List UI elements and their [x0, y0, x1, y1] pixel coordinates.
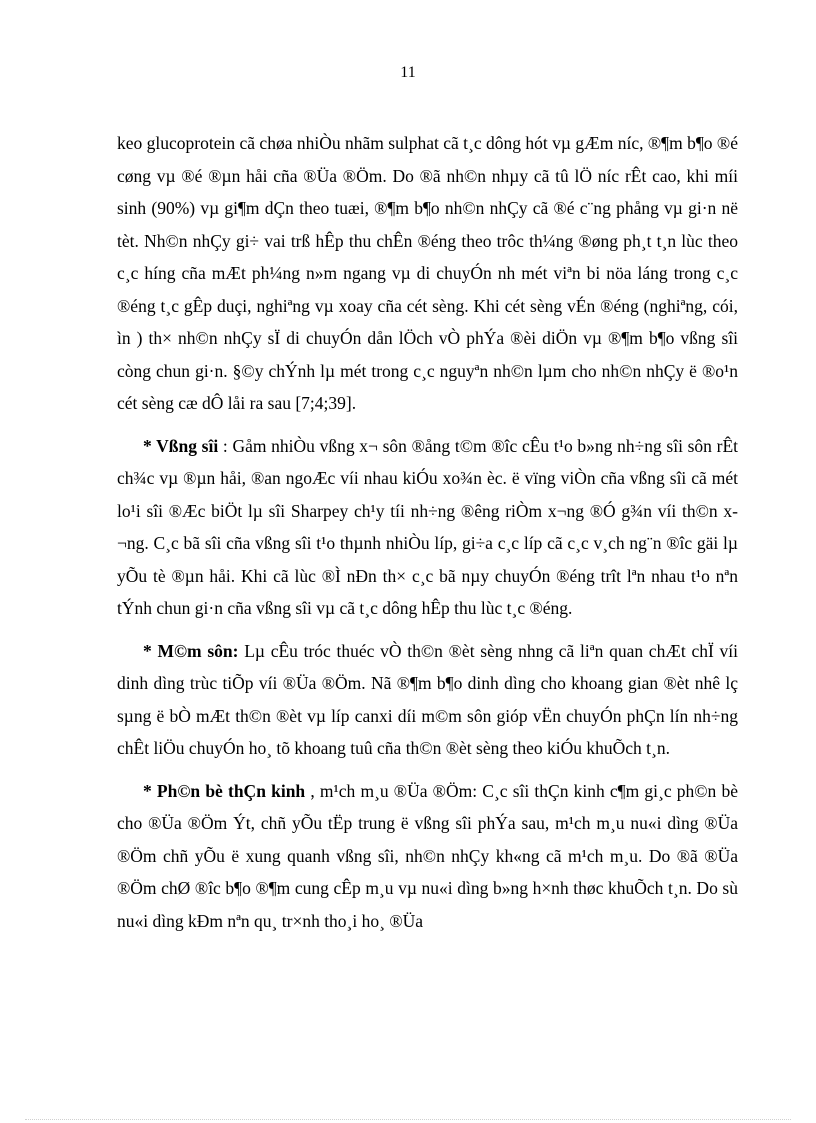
paragraph-text: , m¹ch m¸u ®Üa ®Öm: C¸c sîi thÇn kinh c¶m gi¸c ph©n bè cho ®Üa ®Öm Ýt, chñ yÕu tËp trung ë vßng sîi phÝa sau, m¹ch m¸u nu«i dìng ®Üa ®Öm chñ yÕu ë xung quanh vßng sîi, nh©n nhÇy kh«ng cã m¹ch m¸u. Do ®ã ®Üa ®Öm chØ ®îc b¶o ®¶m cung cÊp m¸u vµ nu«i dìng b»ng h×nh thøc khuÕch t¸n. Do sù nu«i dìng kÐm nªn qu¸ tr×nh tho¸i ho¸ ®Üa [117, 780, 738, 931]
paragraph-text: : Gåm nhiÒu vßng x¬ sôn ®ång t©m ®îc cÊu t¹o b»ng nh÷ng sîi sôn rÊt ch¾c vµ ®µn håi, ®an ngoÆc víi nhau kiÓu xo¾n èc. ë vïng viÒn cña vßng sîi cã mét lo¹i sîi ®Æc biÖt lµ sîi Sharpey ch¹y tíi nh÷ng ®êng riÒm x¬ng ®Ó g¾n víi th©n x¬ng. C¸c bã sîi cña vßng sîi t¹o thµnh nhiÒu líp, gi÷a c¸c líp cã c¸c v¸ch ng¨n ®îc gäi lµ yÕu tè ®µn håi. Khi cã lùc ®Ì nÐn th× c¸c bã nµy chuyÓn ®éng trît lªn nhau t¹o nªn tÝnh chun gi·n cña vßng sîi vµ cã t¸c dông hÊp thu lùc t¸c ®éng. [117, 435, 739, 618]
page-bottom-divider [25, 1119, 791, 1120]
paragraph-text: Lµ cÊu tróc thuéc vÒ th©n ®èt sèng nhng cã liªn quan chÆt chÏ víi dinh dìng trùc tiÕp víi ®Üa ®Öm. Nã ®¶m b¶o dinh dìng cho khoang gian ®èt nhê lç sµng ë bÒ mÆt th©n ®èt vµ líp canxi díi m©m sôn gióp vËn chuyÓn phÇn lín nh÷ng chÊt liÖu chuyÓn ho¸ tõ khoang tuû cña th©n ®èt sèng theo kiÓu khuÕch t¸n. [117, 640, 738, 758]
paragraph-endplate [117, 635, 738, 765]
paragraph-lead: * M©m sôn: [143, 640, 239, 661]
page-number: 11 [400, 64, 416, 81]
paragraph-text: keo glucoprotein cã chøa nhiÒu nhãm sulphat cã t¸c dông hót vµ gÆm níc, ®¶m b¶o ®é cøng vµ ®é ®µn håi cña ®Üa ®Öm. Do ®ã nh©n nhµy cã tû lÖ níc rÊt cao, khi míi sinh (90%) vµ gi¶m dÇn theo tuæi, ®¶m b¶o nh©n nhÇy cã ®é c¨ng phång vµ gi·n në tèt. Nh©n nhÇy gi÷ vai trß hÊp thu chÊn ®éng theo trôc th¼ng ®øng ph¸t t¸n lùc theo c¸c híng cña mÆt ph¼ng n»m ngang vµ di chuyÓn nh mét viªn bi nöa láng trong c¸c ®éng t¸c gÊp duçi, nghiªng vµ xoay cña cét sèng. Khi cét sèng vÉn ®éng (nghiªng, cói, ìn ) th× nh©n nhÇy sÏ di chuyÓn dån lÖch vÒ phÝa ®èi diÖn vµ ®¶m b¶o vßng sîi còng chun gi·n. §©y chÝnh lµ mét trong c¸c nguyªn nh©n lµm cho nh©n nhÇy ë ®o¹n cét sèng cæ dÔ låi ra sau [7;4;39]. [117, 133, 738, 413]
paragraph-nucleus-function [117, 127, 738, 420]
paragraph-innervation [117, 775, 738, 938]
paragraph-lead: * Vßng sîi [143, 435, 219, 456]
paragraph-lead: * Ph©n bè thÇn kinh [143, 780, 306, 801]
paragraph-annulus [117, 430, 738, 625]
body-text [117, 127, 738, 937]
